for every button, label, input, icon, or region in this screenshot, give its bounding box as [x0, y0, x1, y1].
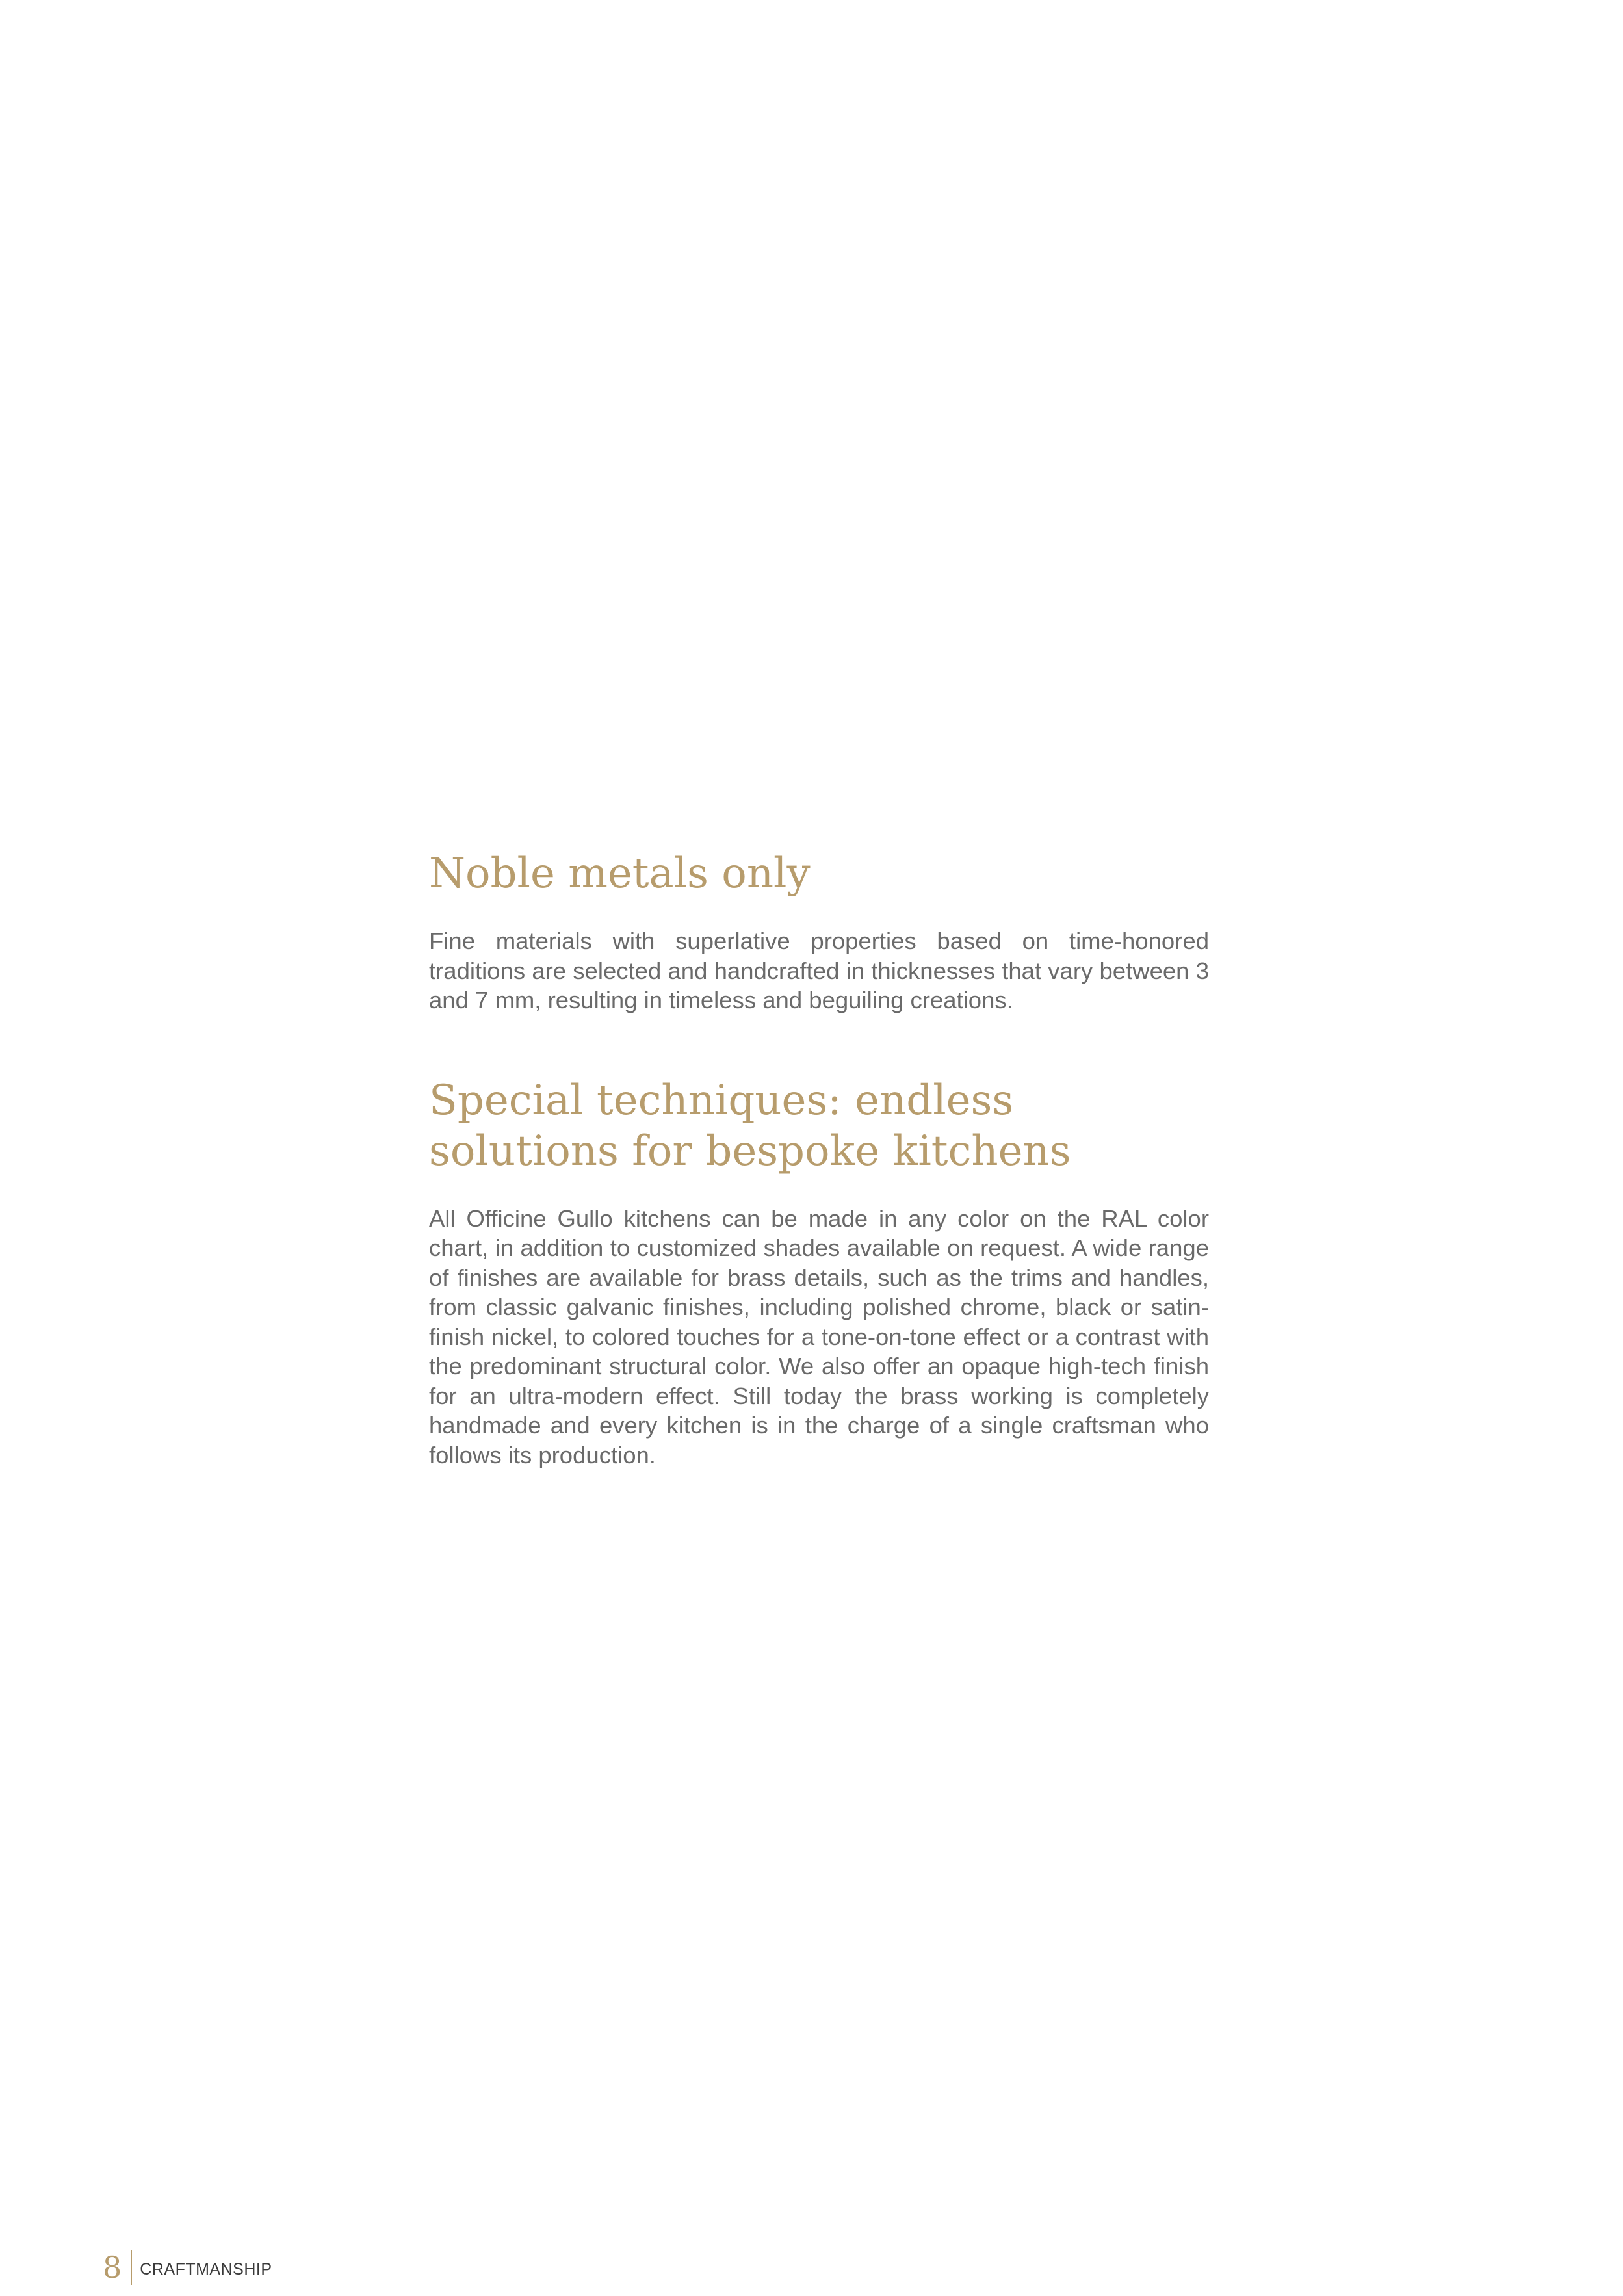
- footer-divider: [131, 2250, 132, 2285]
- section-heading: Noble metals only: [429, 850, 811, 898]
- footer-section-label: CRAFTMANSHIP: [140, 2260, 272, 2278]
- section-heading: Special techniques: endless solutions for bespoke kitchens: [429, 1076, 1071, 1175]
- page-footer: [103, 2249, 272, 2286]
- main-content: [429, 848, 1209, 1470]
- page-number: 8: [103, 2250, 122, 2285]
- section-noble-metals: [429, 848, 1209, 1015]
- section-body: All Officine Gullo kitchens can be made in any color on the RAL color chart, in addition to customized shades available on request. A wide range of finishes are available for brass details, such as the trims and handles, from classic galvanic finishes, including polished chrome, black or satin-finish nickel, to colored touches for a tone-on-tone effect or a contrast with the predominant structural color. We also offer an opaque high-tech finish for an ultra-modern effect. Still today the brass working is completely handmade and every kitchen is in the charge of a single craftsman who follows its production.: [429, 1205, 1209, 1468]
- section-special-techniques: [429, 1075, 1209, 1470]
- section-body: Fine materials with superlative properties based on time-honored traditions are selected and handcrafted in thicknesses that vary between 3 and 7 mm, resulting in timeless and beguiling creations.: [429, 928, 1209, 1013]
